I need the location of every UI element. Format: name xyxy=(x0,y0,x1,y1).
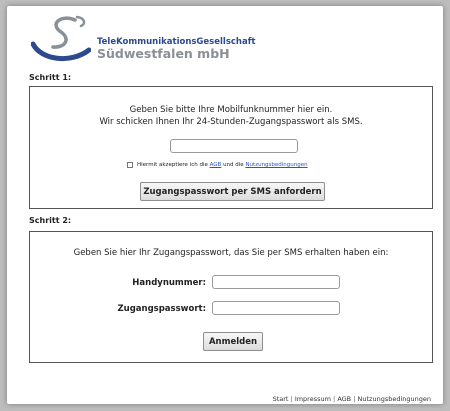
consent-middle: und die xyxy=(223,162,244,168)
company-name-line1: TeleKommunikationsGesellschaft xyxy=(97,37,256,47)
terms-link[interactable]: Nutzungsbedingungen xyxy=(245,162,308,168)
step2-title: Schritt 2: xyxy=(29,216,72,225)
step1-title: Schritt 1: xyxy=(29,73,72,82)
consent-row xyxy=(127,162,308,168)
step1-instruction-line1: Geben Sie bitte Ihre Mobilfunknummer hier ein. xyxy=(129,105,333,115)
consent-checkbox[interactable] xyxy=(127,162,133,168)
step1-box xyxy=(29,86,433,209)
step1-instruction-line2: Wir schicken Ihnen Ihr 24-Stunden-Zugangspasswort als SMS. xyxy=(99,117,363,127)
footer-link-impressum[interactable]: Impressum xyxy=(294,395,331,403)
company-name xyxy=(97,37,255,61)
footer-separator: | xyxy=(353,395,356,403)
access-password-input[interactable] xyxy=(212,301,340,315)
swoosh-logo-icon xyxy=(31,14,91,66)
agb-link[interactable]: AGB xyxy=(209,162,222,168)
phone-number-label: Handynummer: xyxy=(132,278,206,288)
phone-number-input[interactable] xyxy=(212,275,340,289)
footer-nav xyxy=(273,395,431,403)
footer-link-terms[interactable]: Nutzungsbedingungen xyxy=(357,395,431,403)
mobile-number-input[interactable] xyxy=(170,139,298,153)
step2-box xyxy=(29,231,433,363)
company-name-line2: Südwestfalen mbH xyxy=(97,46,230,61)
footer-separator: | xyxy=(333,395,336,403)
footer-link-agb[interactable]: AGB xyxy=(337,395,352,403)
footer-link-start[interactable]: Start xyxy=(272,395,289,403)
consent-prefix: Hiermit akzeptiere ich die xyxy=(137,162,208,168)
login-panel xyxy=(7,6,443,404)
login-button[interactable]: Anmelden xyxy=(203,332,263,351)
footer-separator: | xyxy=(290,395,293,403)
step2-instruction: Geben Sie hier Ihr Zugangspasswort, das Sie per SMS erhalten haben ein: xyxy=(73,248,389,258)
access-password-label: Zugangspasswort: xyxy=(117,304,206,314)
request-sms-password-button[interactable]: Zugangspasswort per SMS anfordern xyxy=(140,182,325,201)
